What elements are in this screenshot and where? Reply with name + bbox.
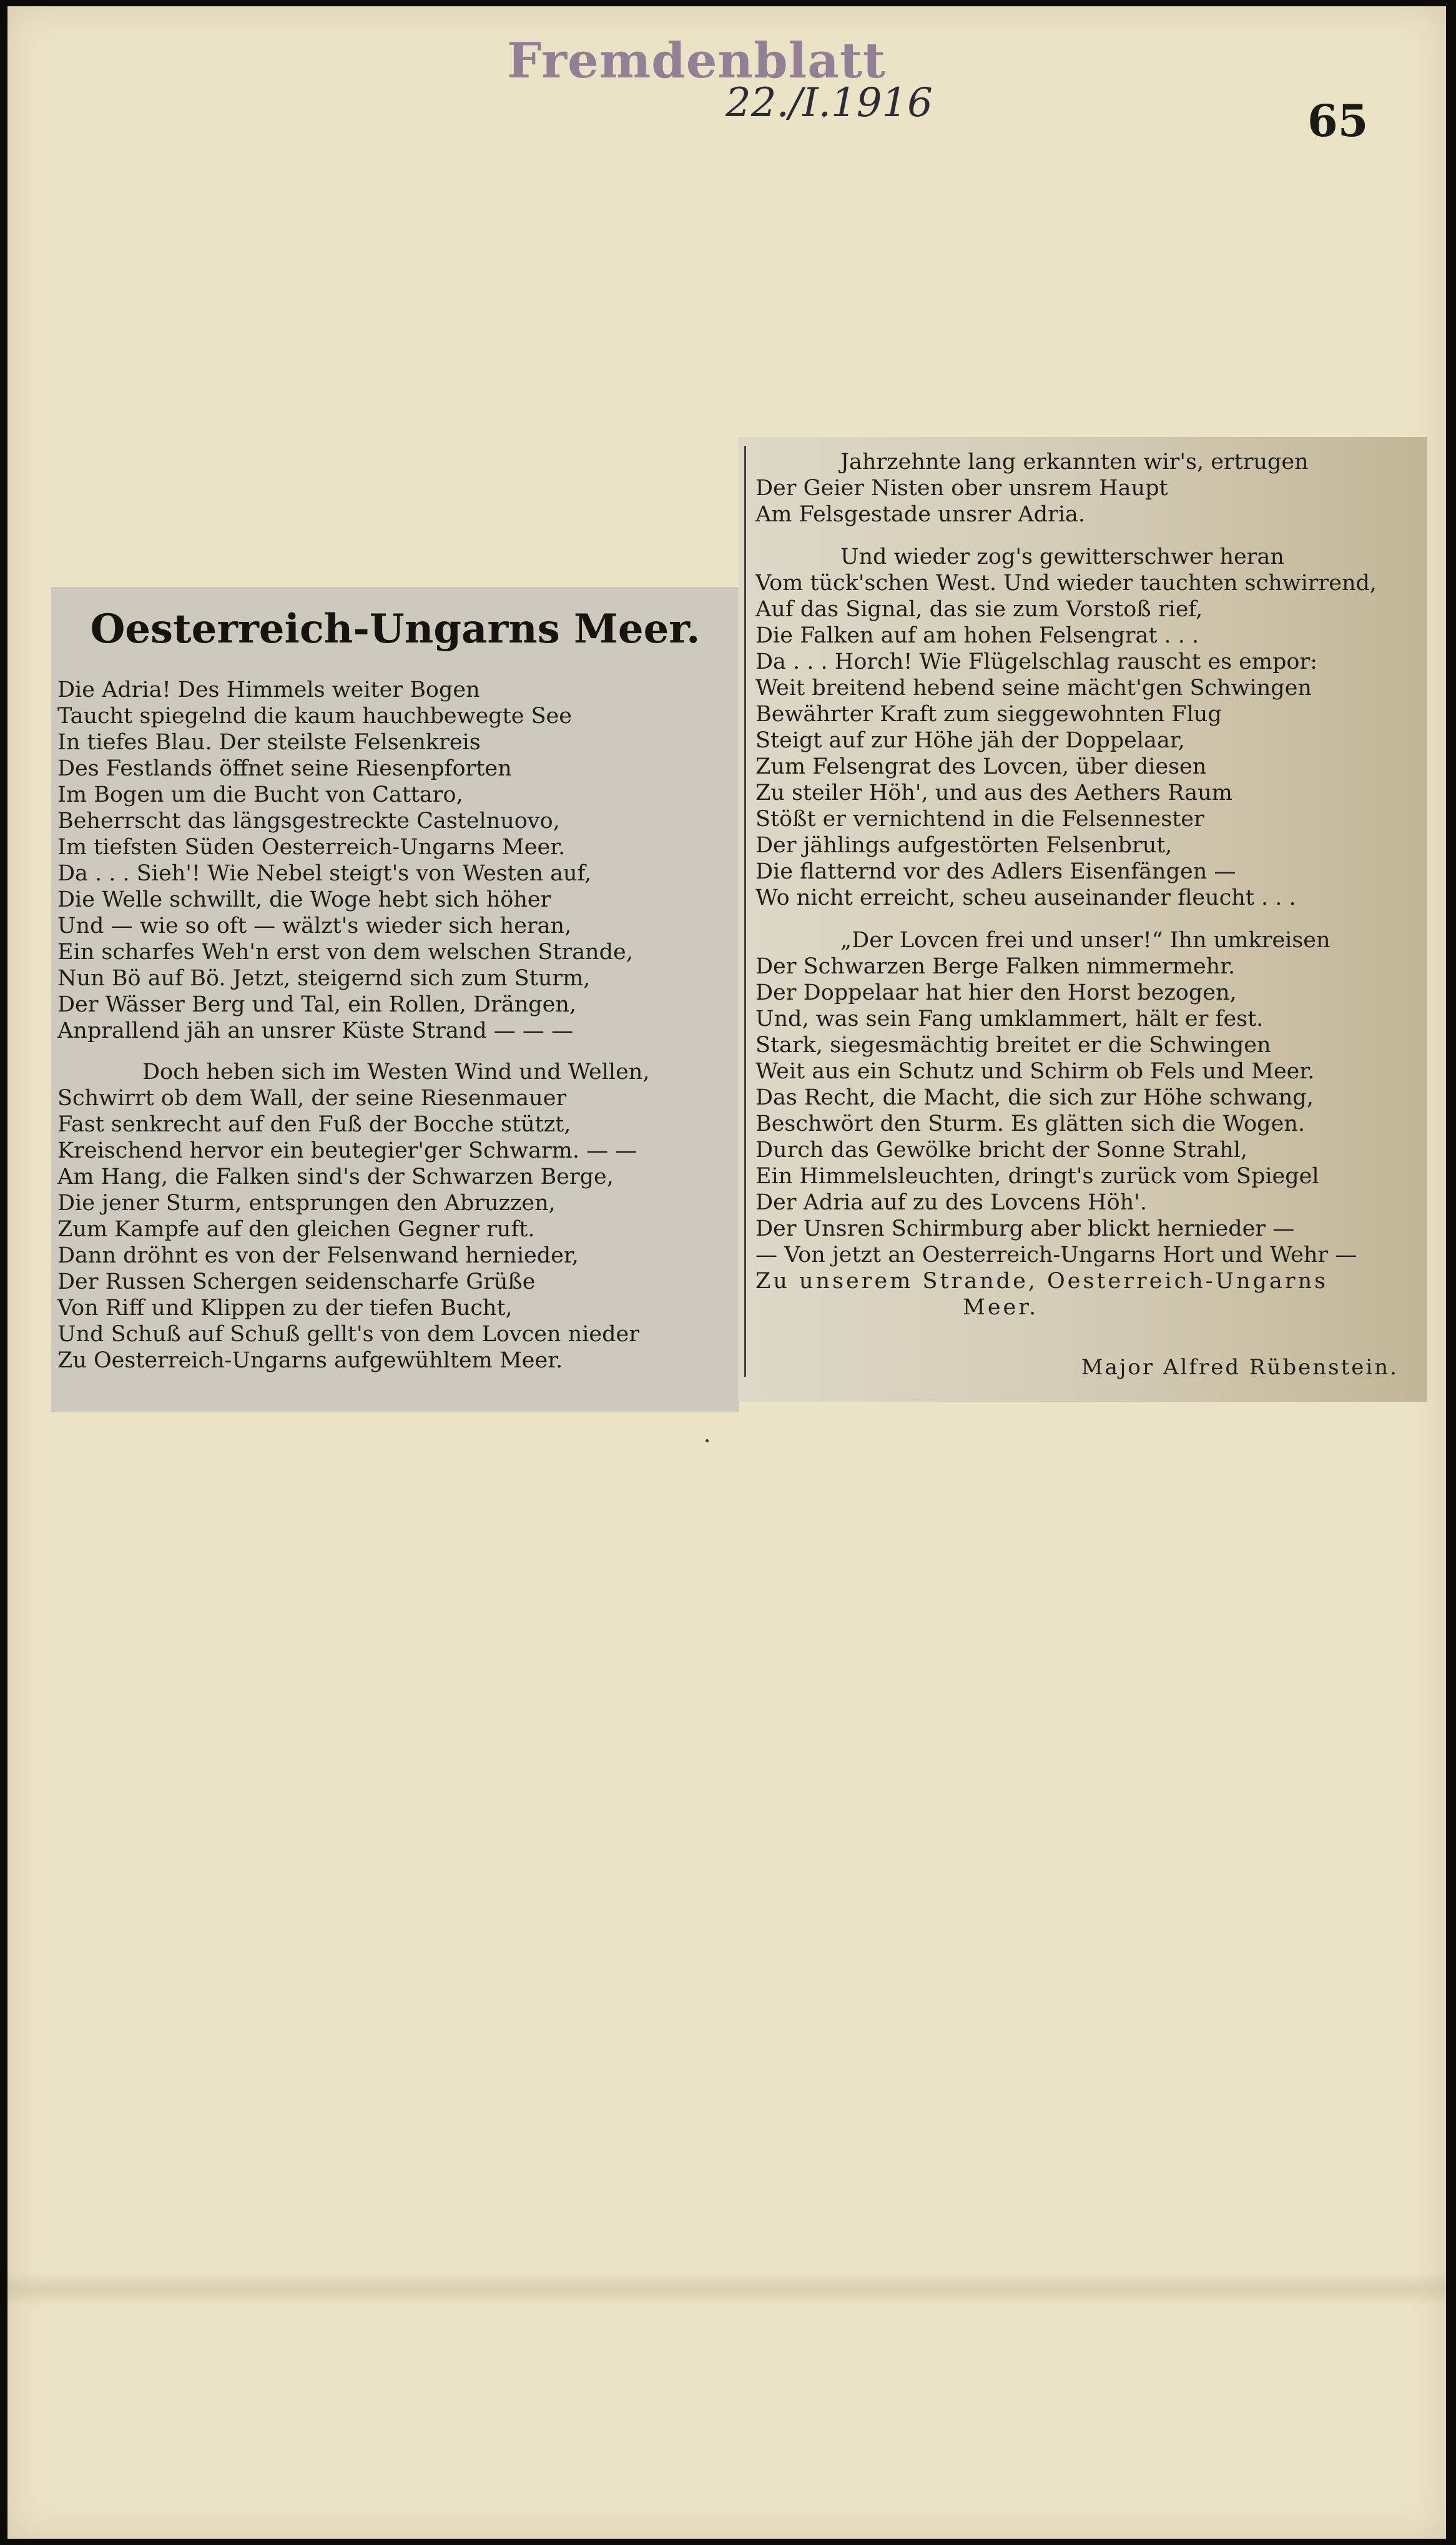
paper-speck: [706, 1439, 709, 1442]
poem-line: Der Schwarzen Berge Falken nimmermehr.: [755, 954, 1236, 979]
poem-line: Beherrscht das längsgestreckte Castelnuovo,: [57, 809, 560, 834]
poem-line: Und — wie so oft — wälzt's wieder sich heran,: [57, 913, 572, 938]
poem-line: Da . . . Sieh'! Wie Nebel steigt's von Westen auf,: [57, 861, 592, 886]
poem-line: Die Welle schwillt, die Woge hebt sich höher: [57, 887, 551, 912]
poem-line: Zu unserem Strande, Oesterreich-Ungarns: [755, 1269, 1329, 1294]
poem-title: Oesterreich-Ungarns Meer.: [90, 606, 701, 652]
poem-line: Wo nicht erreicht, scheu auseinander fleucht . . .: [755, 885, 1296, 910]
poem-line: Kreischend hervor ein beutegier'ger Schwarm. — —: [57, 1138, 637, 1163]
poem-line: Doch heben sich im Westen Wind und Wellen,: [142, 1060, 650, 1085]
poem-line: Taucht spiegelnd die kaum hauchbewegte See: [57, 704, 572, 729]
poem-line: Nun Bö auf Bö. Jetzt, steigernd sich zum Sturm,: [57, 966, 591, 991]
poem-line: Der Adria auf zu des Lovcens Höh'.: [755, 1190, 1147, 1215]
poem-line: Zu Oesterreich-Ungarns aufgewühltem Meer.: [57, 1348, 563, 1373]
poem-line: — Von jetzt an Oesterreich-Ungarns Hort und Wehr —: [755, 1243, 1357, 1268]
poem-line: Am Felsgestade unsrer Adria.: [755, 502, 1086, 527]
poem-line: Und, was sein Fang umklammert, hält er fest.: [755, 1007, 1264, 1031]
poem-line: Fast senkrecht auf den Fuß der Bocche stützt,: [57, 1112, 571, 1137]
poem-line: Zu steiler Höh', und aus des Aethers Raum: [755, 780, 1232, 805]
clipping-right: [738, 437, 1427, 1402]
poem-line: Stark, siegesmächtig breitet er die Schwingen: [755, 1033, 1271, 1058]
poem-line: Am Hang, die Falken sind's der Schwarzen Berge,: [57, 1164, 614, 1189]
poem-line: Von Riff und Klippen zu der tiefen Bucht,: [57, 1296, 513, 1321]
poem-line: Schwirrt ob dem Wall, der seine Riesenmauer: [57, 1086, 567, 1111]
poem-line: Zum Kampfe auf den gleichen Gegner ruft.: [57, 1217, 535, 1242]
poem-line: Zum Felsengrat des Lovcen, über diesen: [755, 754, 1207, 779]
poem-line: Anprallend jäh an unsrer Küste Strand — — —: [57, 1018, 574, 1043]
poem-line: Die jener Sturm, entsprungen den Abruzzen,: [57, 1191, 556, 1216]
newspaper-stamp: Fremdenblatt: [507, 32, 886, 89]
handwritten-date: 22./I.1916: [726, 80, 933, 126]
poem-line: „Der Lovcen frei und unser!“ Ihn umkreisen: [840, 928, 1331, 953]
poem-line: Meer.: [963, 1295, 1039, 1320]
poem-line: Weit breitend hebend seine mächt'gen Schwingen: [755, 676, 1312, 701]
poem-line: Ein scharfes Weh'n erst von dem welschen Strande,: [57, 940, 633, 965]
poem-line: Auf das Signal, das sie zum Vorstoß rief,: [755, 597, 1203, 622]
poem-line: In tiefes Blau. Der steilste Felsenkreis: [57, 730, 481, 755]
poem-line: Beschwört den Sturm. Es glätten sich die Wogen.: [755, 1111, 1305, 1136]
poem-line: Der jählings aufgestörten Felsenbrut,: [755, 833, 1173, 858]
poem-line: Weit aus ein Schutz und Schirm ob Fels und Meer.: [755, 1059, 1315, 1084]
poem-line: Da . . . Horch! Wie Flügelschlag rauscht es empor:: [755, 649, 1318, 674]
paper-fold: [7, 2272, 1446, 2306]
poem-line: Die Falken auf am hohen Felsengrat . . .: [755, 623, 1199, 648]
poem-line: Der Wässer Berg und Tal, ein Rollen, Drängen,: [57, 992, 577, 1017]
poem-line: Die Adria! Des Himmels weiter Bogen: [57, 677, 480, 702]
poem-line: Steigt auf zur Höhe jäh der Doppelaar,: [755, 728, 1185, 753]
poem-line: Im Bogen um die Bucht von Cattaro,: [57, 782, 463, 807]
author-signature: Major Alfred Rübenstein.: [1081, 1355, 1399, 1380]
poem-line: Dann dröhnt es von der Felsenwand hernieder,: [57, 1243, 579, 1268]
poem-line: Die flatternd vor des Adlers Eisenfängen —: [755, 859, 1236, 884]
poem-line: Des Festlands öffnet seine Riesenpforten: [57, 756, 512, 781]
poem-line: Der Unsren Schirmburg aber blickt hernieder —: [755, 1216, 1295, 1241]
poem-line: Durch das Gewölke bricht der Sonne Strahl,: [755, 1138, 1248, 1163]
poem-line: Und wieder zog's gewitterschwer heran: [840, 544, 1284, 569]
poem-line: Stößt er vernichtend in die Felsennester: [755, 807, 1204, 832]
poem-line: Und Schuß auf Schuß gellt's von dem Lovcen nieder: [57, 1322, 639, 1347]
poem-line: Jahrzehnte lang erkannten wir's, ertrugen: [840, 450, 1309, 475]
poem-line: Vom tück'schen West. Und wieder tauchten schwirrend,: [755, 571, 1377, 596]
poem-line: Im tiefsten Süden Oesterreich-Ungarns Meer.: [57, 835, 566, 860]
poem-line: Bewährter Kraft zum sieggewohnten Flug: [755, 702, 1222, 727]
poem-line: Ein Himmelsleuchten, dringt's zurück vom Spiegel: [755, 1164, 1319, 1189]
poem-line: Der Doppelaar hat hier den Horst bezogen,: [755, 980, 1237, 1005]
poem-line: Das Recht, die Macht, die sich zur Höhe schwang,: [755, 1085, 1314, 1110]
clipping-left: [51, 587, 739, 1412]
poem-line: Der Geier Nisten ober unsrem Haupt: [755, 476, 1168, 501]
page-number: 65: [1307, 95, 1369, 147]
poem-line: Der Russen Schergen seidenscharfe Grüße: [57, 1269, 536, 1294]
